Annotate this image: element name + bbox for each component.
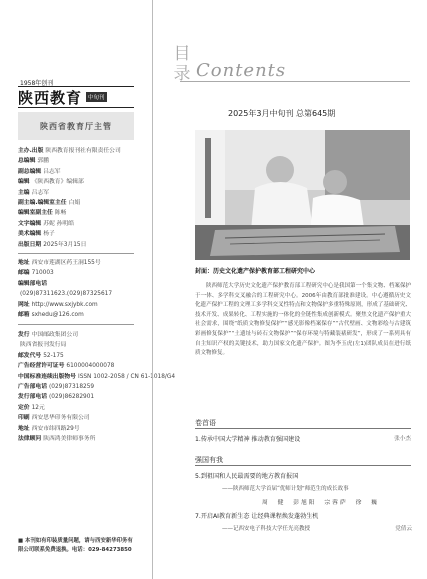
info-value: 《陕西教育》编辑部 bbox=[31, 179, 84, 186]
info-label: 网址 bbox=[18, 301, 30, 308]
info-label: 编辑室副主任 bbox=[18, 210, 53, 217]
info-label: 主编 bbox=[18, 189, 30, 196]
toc-entry-author: 张小杰 bbox=[394, 436, 411, 442]
info-value: 吕志军 bbox=[31, 189, 50, 196]
section-title: 强国有我 bbox=[195, 456, 223, 464]
info-row bbox=[18, 156, 136, 166]
toc-entry-author: 党倩云 bbox=[395, 526, 412, 532]
divider bbox=[18, 324, 134, 325]
toc-entry-title: 5.到祖国和人民最需要的地方教育报国 bbox=[195, 473, 299, 480]
info-row bbox=[18, 240, 136, 250]
info-value: http://www.sxjybk.com bbox=[31, 301, 98, 308]
info-row bbox=[18, 279, 136, 289]
info-label: 主办.出版 bbox=[18, 148, 44, 154]
info-row bbox=[18, 188, 136, 198]
restoration-photo-illustration bbox=[195, 130, 410, 260]
info-value: 陈畅 bbox=[54, 210, 67, 217]
info-label: 邮编 bbox=[18, 270, 30, 277]
toc-entry[interactable] bbox=[195, 434, 411, 443]
quality-notice: ■ 本刊如有印装质量问题，请与西安新华印务有限公司联系免费退换。电话：029-84273850 bbox=[18, 538, 133, 553]
info-label: 中国标准连续出版物号 bbox=[18, 373, 76, 380]
toc-entry[interactable] bbox=[195, 511, 411, 520]
info-label: 发行 bbox=[18, 332, 30, 338]
distribution-info bbox=[18, 330, 176, 444]
cover-photo bbox=[195, 130, 410, 260]
info-value: 陕西省报刊发行局 bbox=[20, 342, 67, 349]
section-rule bbox=[195, 465, 411, 466]
info-value: (029)87311623.(029)87325617 bbox=[20, 291, 113, 298]
info-label: 美术编辑 bbox=[18, 231, 42, 238]
info-value: 12元 bbox=[31, 404, 45, 411]
info-label: 编辑 bbox=[18, 179, 30, 186]
cover-caption: 封面：历史文化遗产保护教育部工程研究中心 bbox=[195, 268, 316, 275]
section-rule bbox=[195, 428, 411, 429]
info-row bbox=[18, 351, 136, 361]
info-label: 出版日期 bbox=[18, 241, 42, 248]
info-label: 广告部电话 bbox=[18, 384, 47, 391]
section-title: 卷首语 bbox=[195, 419, 216, 427]
info-label: 编辑部电话 bbox=[18, 280, 47, 287]
info-row bbox=[18, 177, 136, 187]
info-value: 白娟 bbox=[68, 200, 81, 207]
info-row bbox=[18, 268, 136, 278]
info-label: 地址 bbox=[18, 425, 30, 432]
info-label: 文字编辑 bbox=[18, 220, 42, 227]
cover-description: 陕西师范大学历史文化遗产保护教育部工程研究中心是我国第一个集文物、档案保护于一体、多学科交叉融合的工程研究中心。2006年由教育部批准建设。中心遵循历史文化遗产保护工程的文理工多学科交叉性特点和文物保护多重特殊原则，形成了基础研究、技术开发、成果转化、工程实施的一体化的全链性集成创新模式。聚焦文化遗产保护重大社会需求，围绕“纸质文物修复保护”“感光影像档案保存”“古代壁画、文物彩绘与古建筑彩画修复保护”“土遗址与砖石文物保护”“保存环境与特藏装裱研发”，形成了一系列具有自主知识产权的关键技术，助力国家文化遗产保护。图为李玉虎(左1)团队成员在进行纸质文物修复。 bbox=[195, 283, 411, 357]
info-value: (029)87318259 bbox=[49, 384, 95, 391]
info-row bbox=[18, 403, 136, 413]
toc-title-cn: 目录 bbox=[173, 44, 191, 84]
info-value: 陕西鸿美律师事务所 bbox=[43, 436, 96, 443]
toc-entry-title: 7.开启AI教育新生态 让经典课程焕发蓬勃生机 bbox=[195, 513, 319, 520]
info-row bbox=[18, 372, 176, 382]
publication-info bbox=[18, 146, 136, 250]
column-divider bbox=[152, 0, 153, 579]
info-label: 定价 bbox=[18, 404, 30, 411]
info-label: 发行部电话 bbox=[18, 394, 47, 401]
info-label: 法律顾问 bbox=[18, 436, 42, 443]
toc-entry-subtitle bbox=[222, 484, 412, 492]
toc-entry-subtitle bbox=[222, 524, 412, 532]
info-row bbox=[18, 392, 136, 402]
info-row bbox=[18, 167, 136, 177]
info-label: 印刷 bbox=[18, 415, 30, 422]
toc-rule bbox=[180, 81, 410, 82]
magazine-title: 陕西教育 bbox=[18, 88, 83, 107]
info-row bbox=[18, 434, 136, 444]
toc-entry[interactable] bbox=[195, 471, 411, 480]
toc-entry-title: 1.传承中国大学精神 推动教育强国建设 bbox=[195, 436, 301, 443]
info-value: 陕西教育报刊社有限责任公司 bbox=[45, 148, 121, 154]
info-row bbox=[18, 361, 136, 371]
edition-badge: 中旬刊 bbox=[86, 92, 107, 102]
info-row bbox=[18, 413, 136, 423]
info-label: 邮发代号 bbox=[18, 352, 42, 359]
info-value: 6100004000078 bbox=[66, 363, 115, 370]
info-label: 副总编辑 bbox=[18, 168, 42, 175]
toc-title-en: Contents bbox=[196, 60, 287, 81]
info-row bbox=[18, 300, 136, 310]
toc-subtitle-text: ——陕西师范大学首届“优师计划”师范生的成长故事 bbox=[222, 486, 349, 492]
info-row bbox=[18, 198, 136, 208]
info-row bbox=[18, 330, 136, 340]
toc-entry-authors: 周 健 彭旭阳 宗蓉萨 徐 巍 bbox=[262, 500, 379, 506]
info-row bbox=[18, 310, 136, 320]
info-row bbox=[18, 146, 136, 156]
info-value: 苏妮 孙明皓 bbox=[43, 220, 75, 227]
info-row bbox=[18, 208, 136, 218]
sponsor-text: 陕西省教育厅主管 bbox=[40, 121, 112, 131]
toc-subtitle-text: ——记西安电子科技大学任光亮教授 bbox=[222, 526, 311, 532]
divider bbox=[18, 253, 134, 254]
info-row bbox=[18, 382, 136, 392]
sponsor-banner bbox=[18, 112, 134, 140]
info-row bbox=[18, 340, 136, 350]
info-value: 西安市莲湖区药王洞155号 bbox=[31, 260, 101, 266]
info-value: 郭鹏 bbox=[37, 158, 50, 165]
info-value: (029)86282901 bbox=[49, 394, 95, 401]
info-value: 710003 bbox=[31, 270, 54, 277]
info-label: 广告经营许可证号 bbox=[18, 363, 65, 370]
info-value: sxhedu@126.com bbox=[31, 312, 84, 319]
info-label: 副主编.编辑室主任 bbox=[18, 200, 67, 207]
founded-year: 1958年创刊 bbox=[20, 80, 54, 87]
info-value: 杨子 bbox=[43, 231, 55, 238]
info-label: 总编辑 bbox=[18, 158, 36, 165]
info-value: 中国邮政集团公司 bbox=[31, 332, 78, 338]
issue-line: 2025年3月中旬刊 总第645期 bbox=[228, 109, 336, 118]
info-value: ISSN 1002-2058 / CN 61-1018/G4 bbox=[77, 373, 176, 380]
info-label: 邮箱 bbox=[18, 312, 30, 319]
info-row bbox=[18, 289, 136, 299]
info-value: 西安市纬四路29号 bbox=[31, 425, 80, 432]
info-row bbox=[18, 219, 136, 229]
info-row bbox=[18, 424, 136, 434]
info-value: 2025年3月15日 bbox=[43, 241, 87, 248]
info-row bbox=[18, 229, 136, 239]
info-value: 吕志军 bbox=[43, 168, 61, 175]
masthead-column bbox=[0, 0, 176, 579]
info-label: 地址 bbox=[18, 260, 30, 266]
info-row bbox=[18, 258, 136, 268]
info-value: 52-175 bbox=[43, 352, 64, 359]
contact-info bbox=[18, 258, 136, 320]
info-value: 西安思华印务有限公司 bbox=[31, 415, 90, 422]
magazine-masthead bbox=[18, 86, 134, 108]
